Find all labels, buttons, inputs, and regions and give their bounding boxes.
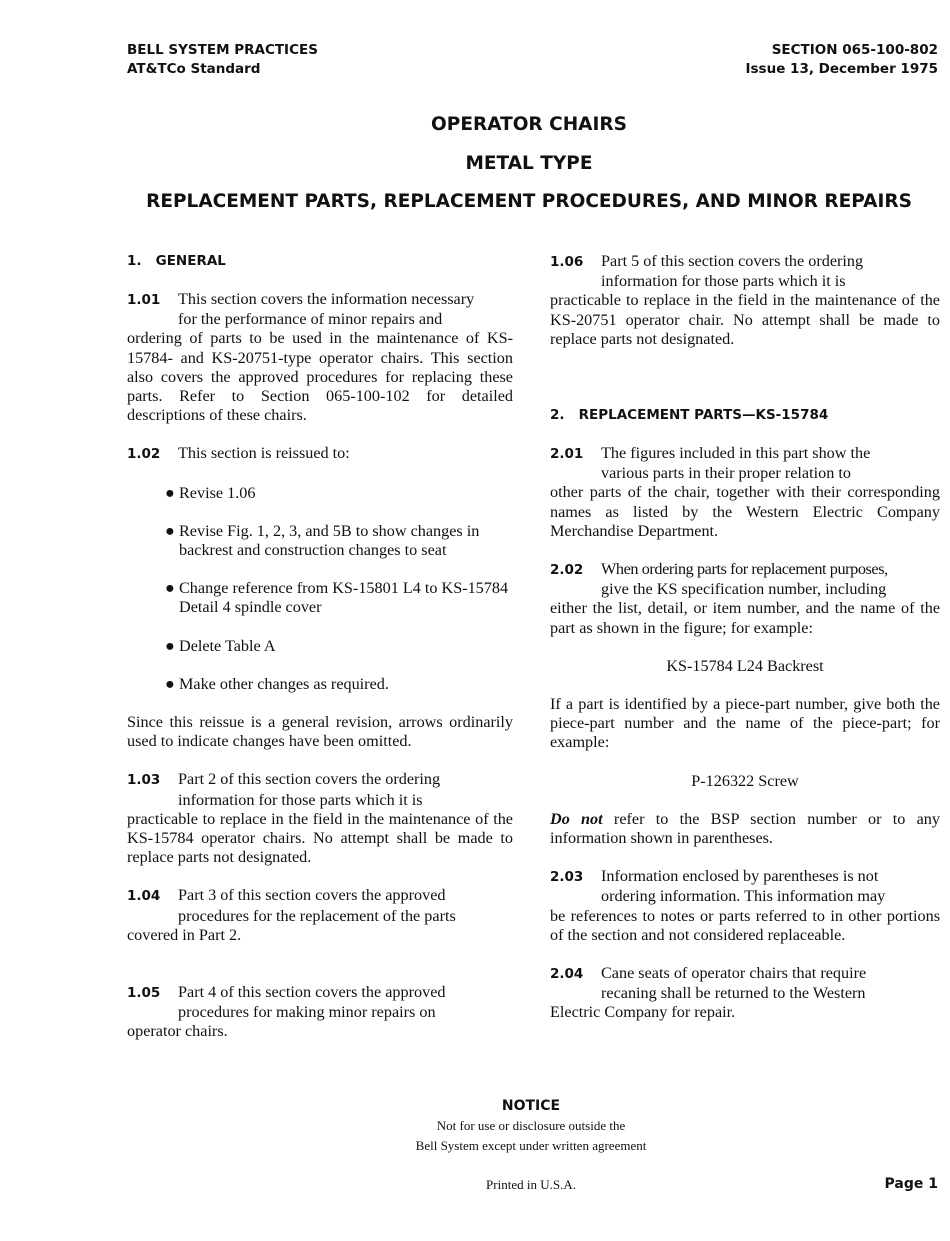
doc-title: OPERATOR CHAIRS — [431, 114, 627, 135]
doc-subtitle: METAL TYPE — [465, 153, 593, 174]
para-number: 2.01 — [550, 446, 584, 463]
header-left — [127, 41, 318, 79]
bullet-item: ● Change reference from KS-15801 L4 to KS-15784 Detail 4 spindle cover — [165, 579, 509, 617]
do-not-note: Do not refer to the BSP section number or to any information shown in parentheses. — [550, 809, 940, 848]
paragraph-2-04: 2.04 Cane seats of operator chairs that require recaning shall be returned to the Western Electric Company for repair. — [550, 964, 867, 1022]
para-number: 2.03 — [550, 869, 584, 886]
piece-part-note: If a part is identified by a piece-part number, give both the piece-part number and the name of the piece-part; for example: — [550, 695, 940, 752]
bullet-icon: ● — [165, 521, 175, 540]
paragraph-1-01: 1.01 This section covers the information necessary for the performance of minor repairs and ordering of parts to be used in the maintenance of KS-15784- and KS-20751-type operator chairs. This section also covers the approved procedures for replacing these parts. Refer to Section 065-100-102 for detailed descriptions of these chairs. — [127, 290, 513, 425]
paragraph-1-04: 1.04 Part 3 of this section covers the approved procedures for the replacement of the parts covered in Part 2. — [127, 886, 456, 944]
bullet-icon: ● — [165, 674, 175, 693]
para-number: 1.02 — [127, 446, 161, 463]
section-heading-replacement-parts: 2. REPLACEMENT PARTS—KS-15784 — [550, 407, 829, 424]
paragraph-2-02: 2.02 When ordering parts for replacement purposes, give the KS specification number, including either the list, detail, or item number, and the name of the part as shown in the figure; for example: — [550, 560, 940, 637]
para-number: 2.02 — [550, 562, 584, 579]
printed-in: Printed in U.S.A. — [486, 1177, 576, 1192]
doc-subject: REPLACEMENT PARTS, REPLACEMENT PROCEDURES, AND MINOR REPAIRS — [146, 191, 912, 212]
notice-title: NOTICE — [501, 1098, 561, 1114]
paragraph-1-02: 1.02 This section is reissued to: — [127, 444, 513, 464]
notice-line-1: Not for use or disclosure outside the — [436, 1118, 626, 1133]
bullet-item: ● Revise Fig. 1, 2, 3, and 5B to show changes in backrest and construction changes to seat — [165, 521, 480, 560]
para-number: 1.04 — [127, 888, 161, 905]
bullet-icon: ● — [165, 579, 175, 598]
bullet-item: ● Delete Table A — [165, 636, 276, 655]
paragraph-2-03: 2.03 Information enclosed by parentheses is not ordering information. This information may be references to notes or parts referred to in other portions of the section and not considered replaceable. — [550, 867, 940, 944]
paragraph-2-01: 2.01 The figures included in this part show the various parts in their proper relation to other parts of the chair, together with their corresponding names as listed by the Western Electric Company Merchandise Department. — [550, 444, 940, 540]
example-ks-part: KS-15784 L24 Backrest — [666, 656, 824, 675]
notice-line-2: Bell System except under written agreement — [415, 1138, 647, 1153]
left-column — [127, 252, 513, 1042]
example-piece-part: P-126322 Screw — [691, 771, 799, 790]
reissue-note: Since this reissue is a general revision, arrows ordinarily used to indicate changes have been omitted. — [127, 713, 513, 751]
bullet-item: ● Make other changes as required. — [165, 674, 389, 693]
paragraph-1-06: 1.06 Part 5 of this section covers the ordering information for those parts which it is practicable to replace in the field in the maintenance of the KS-20751 operator chair. No attempt shall be made to replace parts not designated. — [550, 252, 940, 348]
issue-date: Issue 13, December 1975 — [745, 61, 938, 77]
standard-label: AT&TCo Standard — [127, 61, 261, 77]
bullet-item: ● Revise 1.06 — [165, 483, 256, 502]
bullet-icon: ● — [165, 636, 175, 655]
para-number: 2.04 — [550, 966, 584, 983]
bsp-title: BELL SYSTEM PRACTICES — [127, 42, 318, 58]
para-number: 1.05 — [127, 985, 161, 1002]
section-number: SECTION 065-100-802 — [771, 42, 938, 58]
para-number: 1.01 — [127, 292, 161, 308]
section-heading-general: 1. GENERAL — [127, 253, 226, 269]
paragraph-1-05: 1.05 Part 4 of this section covers the approved procedures for making minor repairs on operator chairs. — [127, 983, 446, 1041]
para-number: 1.06 — [550, 254, 584, 270]
para-number: 1.03 — [127, 772, 161, 789]
bullet-icon: ● — [165, 483, 175, 502]
right-column — [550, 252, 940, 1023]
paragraph-1-03: 1.03 Part 2 of this section covers the ordering information for those parts which it is practicable to replace in the field in the maintenance of the KS-15784 operator chairs. No attempt shall be made to replace parts not designated. — [127, 770, 513, 867]
page-number: Page 1 — [884, 1176, 938, 1192]
header-right — [745, 41, 938, 79]
